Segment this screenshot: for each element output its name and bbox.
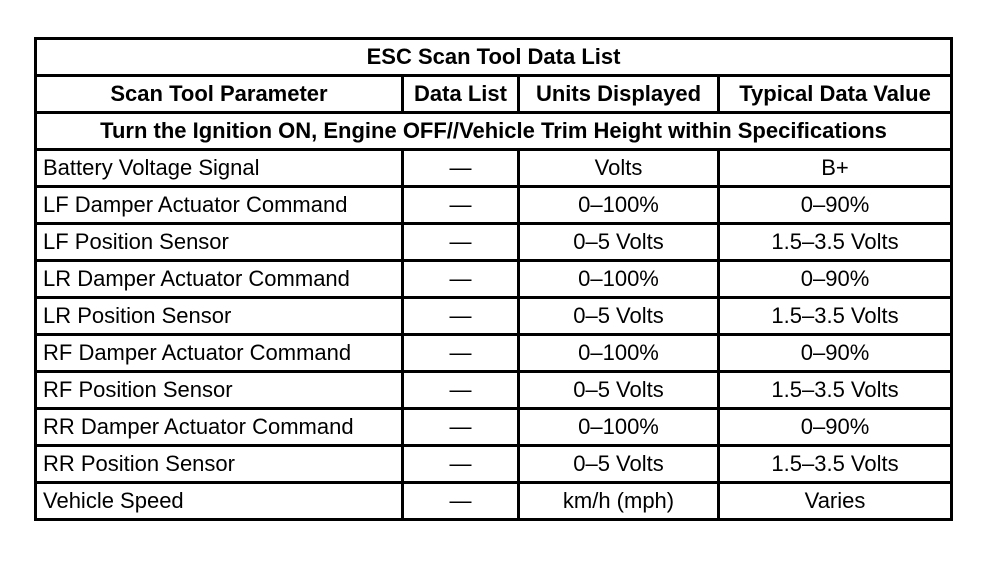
table-row [36,261,952,298]
parameter-cell: LR Damper Actuator Command [36,261,403,298]
table-row [36,446,952,483]
table-row [36,187,952,224]
units-cell: 0–5 Volts [519,446,719,483]
data-list-cell: — [403,298,519,335]
data-list-cell: — [403,483,519,520]
parameter-cell: RF Damper Actuator Command [36,335,403,372]
header-row [36,76,952,113]
units-cell: 0–100% [519,187,719,224]
units-cell: Volts [519,150,719,187]
units-cell: km/h (mph) [519,483,719,520]
esc-data-list-table [34,37,953,521]
table-title: ESC Scan Tool Data List [36,39,952,76]
typical-value-cell: 1.5–3.5 Volts [719,372,952,409]
condition-row [36,113,952,150]
typical-value-cell: 1.5–3.5 Volts [719,224,952,261]
header-scan-tool-parameter: Scan Tool Parameter [36,76,403,113]
units-cell: 0–100% [519,335,719,372]
data-list-cell: — [403,261,519,298]
parameter-cell: RR Damper Actuator Command [36,409,403,446]
data-list-cell: — [403,224,519,261]
table-row [36,150,952,187]
table-row [36,372,952,409]
units-cell: 0–5 Volts [519,298,719,335]
parameter-cell: LR Position Sensor [36,298,403,335]
table-body [36,150,952,520]
units-cell: 0–100% [519,261,719,298]
typical-value-cell: 0–90% [719,261,952,298]
parameter-cell: RF Position Sensor [36,372,403,409]
units-cell: 0–5 Volts [519,372,719,409]
parameter-cell: Vehicle Speed [36,483,403,520]
data-list-cell: — [403,446,519,483]
table-row [36,224,952,261]
data-list-cell: — [403,372,519,409]
parameter-cell: Battery Voltage Signal [36,150,403,187]
typical-value-cell: 1.5–3.5 Volts [719,298,952,335]
typical-value-cell: 1.5–3.5 Volts [719,446,952,483]
data-list-cell: — [403,150,519,187]
data-list-cell: — [403,335,519,372]
typical-value-cell: Varies [719,483,952,520]
data-list-cell: — [403,409,519,446]
table-row [36,335,952,372]
test-condition: Turn the Ignition ON, Engine OFF//Vehicle Trim Height within Specifications [36,113,952,150]
header-units-displayed: Units Displayed [519,76,719,113]
data-list-cell: — [403,187,519,224]
typical-value-cell: B+ [719,150,952,187]
typical-value-cell: 0–90% [719,335,952,372]
parameter-cell: RR Position Sensor [36,446,403,483]
table-row [36,409,952,446]
table-row [36,483,952,520]
title-row [36,39,952,76]
parameter-cell: LF Damper Actuator Command [36,187,403,224]
parameter-cell: LF Position Sensor [36,224,403,261]
typical-value-cell: 0–90% [719,409,952,446]
typical-value-cell: 0–90% [719,187,952,224]
units-cell: 0–5 Volts [519,224,719,261]
header-typical-data-value: Typical Data Value [719,76,952,113]
table-row [36,298,952,335]
header-data-list: Data List [403,76,519,113]
units-cell: 0–100% [519,409,719,446]
